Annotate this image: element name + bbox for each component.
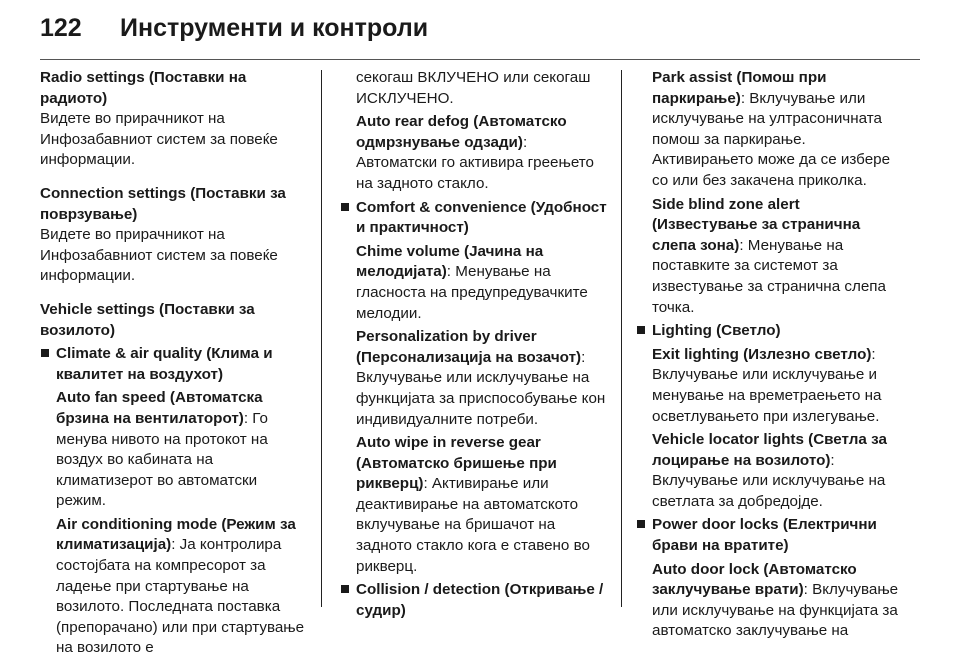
- list-item-power-door-locks: [636, 515, 908, 642]
- section-title: Connection settings (Поставки за поврзување): [40, 184, 286, 223]
- section-radio-settings: [40, 68, 308, 171]
- sub-title: Personalization by driver (Персонализација на возачот): [356, 328, 582, 366]
- bullet-square-icon: [341, 203, 349, 211]
- list-item-climate: [40, 344, 308, 659]
- page-number: 122: [40, 14, 82, 42]
- item-title: Power door locks (Електрични брави на вратите): [652, 516, 877, 555]
- item-title: Collision / detection (Откривање / судир): [356, 581, 604, 619]
- bullet-square-icon: [637, 520, 645, 528]
- column-right: [636, 68, 908, 645]
- section-title: Vehicle settings (Поставки за возилото): [40, 300, 255, 339]
- continued-text: секогаш ВКЛУЧЕНО или секогаш ИСКЛУЧЕНО.: [356, 69, 591, 107]
- sub-title: Auto wipe in reverse gear (Автоматско бришење при рикверц): [356, 434, 557, 493]
- sub-entry-auto-door-lock: [652, 560, 908, 642]
- sub-text: : Го менува нивото на протокот на воздух во кабината на климатизерот во автоматски режим.: [56, 409, 268, 510]
- section-vehicle-settings: [40, 300, 308, 659]
- sub-text: : Менување на гласноста на предупредувачките мелодии.: [356, 263, 588, 322]
- sub-text: : Вклучување или исклучување на ултрасоничната помош за паркирање. Активирањето може да се избере со или без закачена приколка.: [652, 89, 891, 189]
- bullet-square-icon: [341, 585, 349, 593]
- list-item-lighting: [636, 321, 908, 512]
- sub-title: Auto door lock (Автоматско заклучување врати): [652, 560, 857, 599]
- sub-text: : Активирање или деактивирање на автоматското вклучување на бришачот на задното стакло кога е ставено во рикверц.: [356, 475, 590, 575]
- sub-entry-auto-wipe: [356, 433, 607, 577]
- list-item-collision-cont: [636, 68, 908, 318]
- sub-entry-locator-lights: [652, 430, 908, 512]
- sub-entry-personalization: [356, 327, 607, 430]
- list-item-collision: [340, 580, 607, 621]
- column-left: [40, 68, 308, 672]
- header-divider: [40, 59, 920, 60]
- sub-entry-exit-lighting: [652, 345, 908, 427]
- sub-title: Side blind zone alert (Известување за странична слепа зона): [652, 195, 861, 254]
- sub-text: : Вклучување или исклучување на светлата за добредојде.: [652, 451, 886, 510]
- sub-entry-park-assist: [652, 68, 908, 192]
- column-divider: [621, 70, 622, 607]
- sub-text: : Автоматски го активира греењето на задното стакло.: [356, 133, 595, 192]
- sub-title: Air conditioning mode (Режим за климатизација): [56, 515, 296, 554]
- sub-entry-fan-speed: [56, 388, 308, 512]
- column-divider: [321, 70, 322, 607]
- bullet-square-icon: [41, 349, 49, 357]
- sub-title: Park assist (Помош при паркирање): [652, 69, 827, 107]
- sub-entry-blind-zone: [652, 195, 908, 319]
- section-title: Radio settings (Поставки на радиото): [40, 69, 247, 107]
- sub-entry-chime-volume: [356, 242, 607, 324]
- sub-text: : Вклучување или исклучување на функцијата за приспособување кон индивидуалните потреби.: [356, 348, 606, 428]
- section-connection-settings: [40, 184, 308, 287]
- sub-title: Auto rear defog (Автоматско одмрзнување одзади): [356, 113, 567, 151]
- list-item-climate-cont: [340, 68, 607, 195]
- column-middle: [340, 68, 607, 624]
- sub-text: : Менување на поставките за системот за известување за странична слепа точка.: [652, 236, 886, 316]
- sub-title: Exit lighting (Излезно светло): [652, 345, 872, 363]
- item-title: Climate & air quality (Клима и квалитет на воздухот): [56, 345, 273, 383]
- sub-entry-rear-defog: [356, 112, 607, 194]
- page-title: Инструменти и контроли: [120, 14, 429, 42]
- sub-text: : Вклучување или исклучување и менување на времетраењето на осветлувањето при излегување.: [652, 345, 882, 425]
- sub-entry-air-conditioning: [56, 515, 308, 659]
- section-text: Видете во прирачникот на Инфозабавниот систем за повеќе информации.: [40, 226, 278, 285]
- list-item-comfort: [340, 198, 607, 578]
- sub-title: Vehicle locator lights (Светла за лоцирање на возилото): [652, 431, 887, 469]
- item-title: Comfort & convenience (Удобност и практичност): [356, 198, 607, 237]
- item-title: Lighting (Светло): [652, 322, 781, 340]
- sub-title: Chime volume (Јачина на мелодијата): [356, 242, 544, 281]
- sub-text: : Ја контролира состојбата на компресорот за ладење при стартување на возилото. Последната поставка (препорачано) или при стартување на возилото е: [56, 536, 305, 657]
- sub-text: : Вклучување или исклучување на функцијата за автоматско заклучување на: [652, 581, 899, 640]
- section-text: Видете во прирачникот на Инфозабавниот систем за повеќе информации.: [40, 110, 278, 169]
- bullet-square-icon: [637, 326, 645, 334]
- sub-title: Auto fan speed (Автоматска брзина на вентилаторот): [56, 389, 263, 427]
